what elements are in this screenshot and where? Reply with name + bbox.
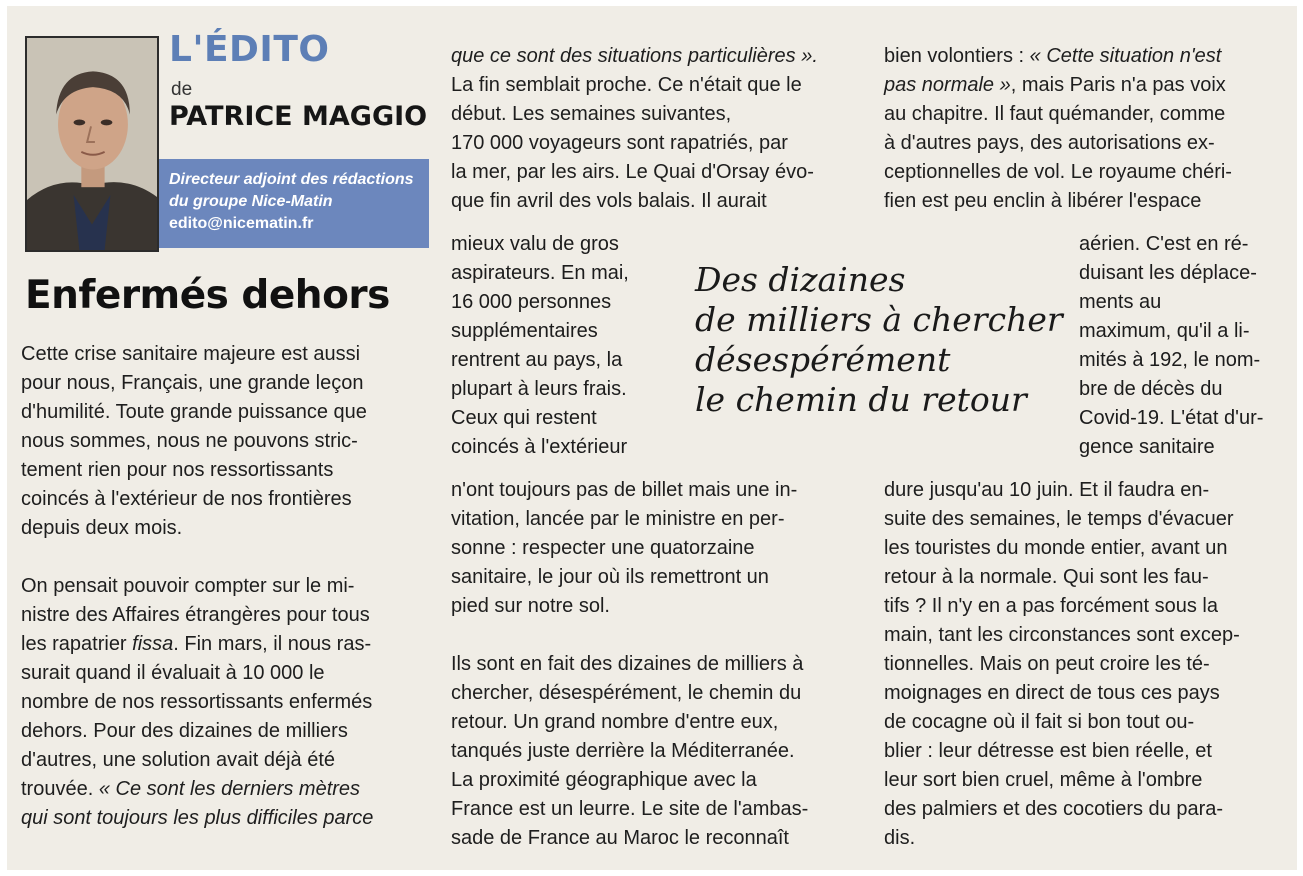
col2-line: tanqués juste derrière la Méditerranée. bbox=[451, 740, 795, 762]
col3-line: moignages en direct de tous ces pays bbox=[884, 682, 1220, 704]
column-3-narrow bbox=[1079, 230, 1295, 462]
col1-line bbox=[21, 804, 431, 833]
pull-quote-line: le chemin du retour bbox=[695, 380, 1027, 419]
col3-line: main, tant les circonstances sont excep- bbox=[884, 624, 1240, 646]
col3-line: des palmiers et des cocotiers du para- bbox=[884, 798, 1224, 820]
column-2-narrow bbox=[451, 230, 661, 462]
col2-line: 16 000 personnes bbox=[451, 291, 612, 313]
column-3-bottom bbox=[884, 476, 1294, 853]
col3-line: retour à la normale. Qui sont les fau- bbox=[884, 566, 1209, 588]
col1-quote: « Ce sont les derniers mètres bbox=[98, 778, 361, 800]
col1-line: surait quand il évaluait à 10 000 le bbox=[21, 662, 325, 684]
col3-line: blier : leur détresse est bien réelle, et bbox=[884, 740, 1212, 762]
col3-line: duisant les déplace- bbox=[1079, 262, 1257, 284]
col2-line: que fin avril des vols balais. Il aurait bbox=[451, 190, 767, 212]
col3-line: maximum, qu'il a li- bbox=[1079, 320, 1250, 342]
col3-line: fien est peu enclin à libérer l'espace bbox=[884, 190, 1202, 212]
col2-line: coincés à l'extérieur bbox=[451, 436, 628, 458]
col1-line: nombre de nos ressortissants enfermés bbox=[21, 691, 373, 713]
col2-line: Ils sont en fait des dizaines de milliers à bbox=[451, 653, 804, 675]
column-1 bbox=[21, 340, 431, 833]
col3-line: tionnelles. Mais on peut croire les té- bbox=[884, 653, 1210, 675]
col2-line: sanitaire, le jour où ils remettront un bbox=[451, 566, 769, 588]
col3-line: à d'autres pays, des autorisations ex- bbox=[884, 132, 1215, 154]
col3-text: , mais Paris n'a pas voix bbox=[1010, 74, 1226, 96]
col3-line: suite des semaines, le temps d'évacuer bbox=[884, 508, 1234, 530]
col2-line: rentrent au pays, la bbox=[451, 349, 623, 371]
pull-quote-line: désespérément bbox=[695, 340, 951, 379]
col3-line: gence sanitaire bbox=[1079, 436, 1215, 458]
col1-line: depuis deux mois. bbox=[21, 517, 183, 539]
author-photo bbox=[25, 36, 159, 252]
col3-line: tifs ? Il n'y en a pas forcément sous la bbox=[884, 595, 1218, 617]
col3-line: dure jusqu'au 10 juin. Et il faudra en- bbox=[884, 479, 1210, 501]
author-name: PATRICE MAGGIO bbox=[169, 101, 428, 132]
col3-line: au chapitre. Il faut quémander, comme bbox=[884, 103, 1226, 125]
col3-text: bien volontiers : bbox=[884, 45, 1030, 67]
col3-line bbox=[884, 42, 1294, 71]
editorial-page bbox=[7, 6, 1297, 870]
col3-line: mités à 192, le nom- bbox=[1079, 349, 1261, 371]
col1-line: On pensait pouvoir compter sur le mi- bbox=[21, 575, 355, 597]
col2-quote: que ce sont des situations particulières ». bbox=[451, 45, 818, 67]
pull-quote bbox=[695, 260, 1075, 420]
col2-line: chercher, désespérément, le chemin du bbox=[451, 682, 802, 704]
edito-kicker: L'ÉDITO bbox=[169, 29, 330, 70]
col3-line: ceptionnelles de vol. Le royaume chéri- bbox=[884, 161, 1232, 183]
pull-quote-line: de milliers à chercher bbox=[695, 300, 1063, 339]
col2-line: La proximité géographique avec la bbox=[451, 769, 757, 791]
portrait-illustration bbox=[27, 38, 157, 250]
col3-quote: pas normale » bbox=[884, 74, 1011, 96]
col1-line: Cette crise sanitaire majeure est aussi bbox=[21, 343, 361, 365]
col2-line: France est un leurre. Le site de l'ambas- bbox=[451, 798, 809, 820]
col1-text: les rapatrier bbox=[21, 633, 133, 655]
col1-quote: qui sont toujours les plus difficiles parce bbox=[21, 807, 374, 829]
col2-line: mieux valu de gros bbox=[451, 233, 619, 255]
col3-line: de cocagne où il fait si bon tout ou- bbox=[884, 711, 1195, 733]
col2-line: sonne : respecter une quatorzaine bbox=[451, 537, 755, 559]
col3-line: ments au bbox=[1079, 291, 1162, 313]
col1-line: nistre des Affaires étrangères pour tous bbox=[21, 604, 370, 626]
col3-line: bre de décès du bbox=[1079, 378, 1223, 400]
column-3-top bbox=[884, 42, 1294, 216]
col1-line: dehors. Pour des dizaines de milliers bbox=[21, 720, 348, 742]
col3-quote: « Cette situation n'est bbox=[1029, 45, 1222, 67]
col2-line: retour. Un grand nombre d'entre eux, bbox=[451, 711, 779, 733]
col2-line: La fin semblait proche. Ce n'était que le bbox=[451, 74, 802, 96]
byline-prefix: de bbox=[171, 79, 193, 100]
column-2-top bbox=[451, 42, 861, 216]
col1-text: trouvée. bbox=[21, 778, 99, 800]
headline: Enfermés dehors bbox=[25, 273, 390, 318]
col2-line: plupart à leurs frais. bbox=[451, 378, 627, 400]
col1-line: tement rien pour nos ressortissants bbox=[21, 459, 334, 481]
col3-line: aérien. C'est en ré- bbox=[1079, 233, 1249, 255]
column-2-bottom bbox=[451, 476, 861, 853]
col3-line: leur sort bien cruel, même à l'ombre bbox=[884, 769, 1203, 791]
col2-line: aspirateurs. En mai, bbox=[451, 262, 629, 284]
col1-text: . Fin mars, il nous ras- bbox=[173, 633, 372, 655]
col1-line: coincés à l'extérieur de nos frontières bbox=[21, 488, 352, 510]
col1-line: pour nous, Français, une grande leçon bbox=[21, 372, 364, 394]
col3-line: les touristes du monde entier, avant un bbox=[884, 537, 1228, 559]
author-role-line1: Directeur adjoint des rédactions bbox=[169, 171, 414, 188]
col1-line: d'humilité. Toute grande puissance que bbox=[21, 401, 367, 423]
col2-line: la mer, par les airs. Le Quai d'Orsay évo- bbox=[451, 161, 814, 183]
col1-line: nous sommes, nous ne pouvons stric- bbox=[21, 430, 358, 452]
col2-line: début. Les semaines suivantes, bbox=[451, 103, 732, 125]
col2-line: sade de France au Maroc le reconnaît bbox=[451, 827, 789, 849]
col2-line: pied sur notre sol. bbox=[451, 595, 610, 617]
col1-line: d'autres, une solution avait déjà été bbox=[21, 749, 336, 771]
col3-line: dis. bbox=[884, 827, 916, 849]
author-role-line2: du groupe Nice-Matin bbox=[169, 193, 333, 210]
col1-line bbox=[21, 775, 431, 804]
col3-line bbox=[884, 71, 1294, 100]
col2-line: n'ont toujours pas de billet mais une in- bbox=[451, 479, 798, 501]
pull-quote-line: Des dizaines bbox=[695, 260, 906, 299]
col1-italic: fissa bbox=[132, 633, 174, 655]
col1-line bbox=[21, 630, 431, 659]
col2-line: 170 000 voyageurs sont rapatriés, par bbox=[451, 132, 788, 154]
author-role-box bbox=[159, 159, 429, 248]
col2-line bbox=[451, 42, 861, 71]
col2-line: supplémentaires bbox=[451, 320, 598, 342]
col2-line: vitation, lancée par le ministre en per- bbox=[451, 508, 785, 530]
author-email: edito@nicematin.fr bbox=[169, 215, 314, 232]
col2-line: Ceux qui restent bbox=[451, 407, 597, 429]
col3-line: Covid-19. L'état d'ur- bbox=[1079, 407, 1264, 429]
